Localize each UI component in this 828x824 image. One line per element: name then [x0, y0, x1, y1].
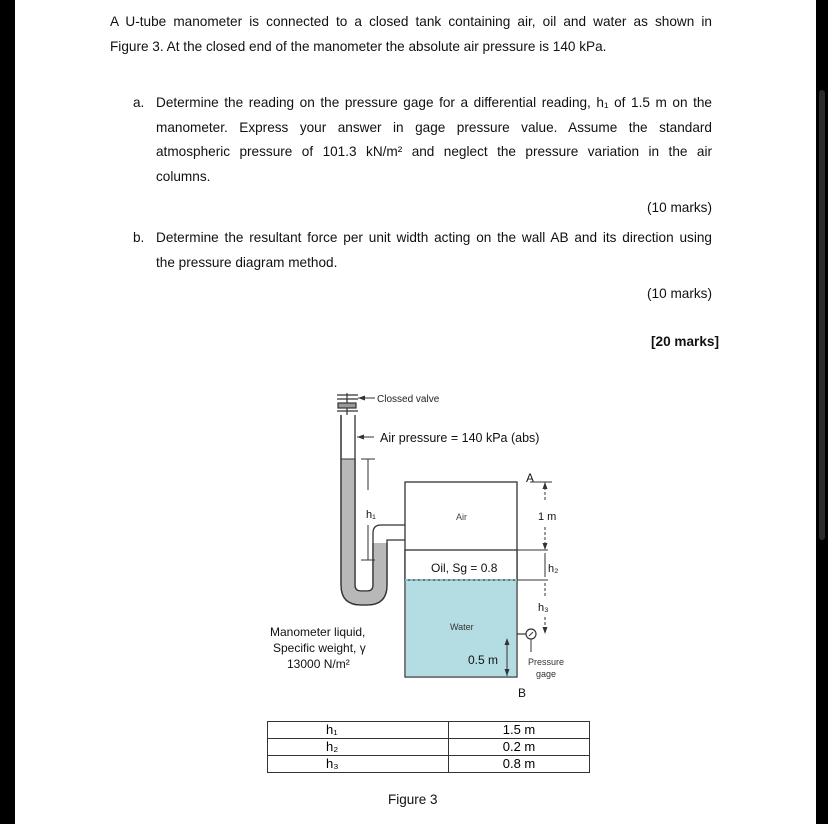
dim-05m-label: 0.5 m — [468, 653, 499, 667]
question-a-line-2: manometer. Express your answer in gage pressure value. Assume the standard — [156, 120, 712, 135]
pressure-gage-label-2: gage — [536, 669, 557, 679]
water-label: Water — [450, 622, 474, 632]
oil-label: Oil, Sg = 0.8 — [431, 561, 498, 575]
point-b-label: B — [518, 686, 527, 700]
table-row — [268, 722, 590, 739]
pressure-gage-label-1: Pressure — [528, 657, 565, 667]
air-label: Air — [456, 512, 467, 522]
h2-diagram-label: h₂ — [548, 563, 559, 575]
point-a-label: A — [526, 471, 535, 485]
table-row — [268, 739, 590, 756]
closed-valve-label: Clossed valve — [377, 394, 440, 405]
table-cell-label: h₁ — [268, 722, 449, 739]
intro-line-2: Figure 3. At the closed end of the manometer the absolute air pressure is 140 kPa. — [110, 39, 607, 54]
table-row — [268, 756, 590, 773]
dim-1m-label: 1 m — [538, 511, 557, 523]
table-cell-value: 1.5 m — [449, 722, 590, 739]
table-cell-label: h₃ — [268, 756, 449, 773]
table-cell-value: 0.8 m — [449, 756, 590, 773]
manometer-line-2: Specific weight, γ — [273, 641, 366, 655]
intro-line-1: A U-tube manometer is connected to a closed tank containing air, oil and water as shown in — [110, 14, 712, 29]
question-a-line-3: atmospheric pressure of 101.3 kN/m² and neglect the pressure variation in the air — [156, 144, 712, 159]
manometer-line-3: 13000 N/m² — [287, 657, 350, 671]
question-b-label: b. — [133, 230, 145, 245]
table-cell-label: h₂ — [268, 739, 449, 756]
h3-diagram-label: h₃ — [538, 602, 549, 614]
question-a-label: a. — [133, 95, 145, 110]
dimension-table — [267, 721, 590, 773]
table-cell-value: 0.2 m — [449, 739, 590, 756]
closed-valve-icon — [337, 393, 358, 415]
question-b-line-1: Determine the resultant force per unit width acting on the wall AB and its direction using — [156, 230, 712, 245]
question-b-marks: (10 marks) — [647, 286, 712, 301]
question-a-line-4: columns. — [156, 169, 211, 184]
h1-diagram-label: h₁ — [366, 509, 376, 521]
question-b-line-2: the pressure diagram method. — [156, 255, 338, 270]
manometer-line-1: Manometer liquid, — [270, 625, 366, 639]
question-a-marks: (10 marks) — [647, 200, 712, 215]
total-marks: [20 marks] — [650, 334, 719, 349]
valve-arrow-icon — [358, 396, 365, 401]
figure-caption: Figure 3 — [388, 792, 438, 807]
question-a-line-1: Determine the reading on the pressure gage for a differential reading, h₁ of 1.5 m on the — [156, 95, 712, 110]
air-pressure-label: Air pressure = 140 kPa (abs) — [380, 431, 540, 445]
